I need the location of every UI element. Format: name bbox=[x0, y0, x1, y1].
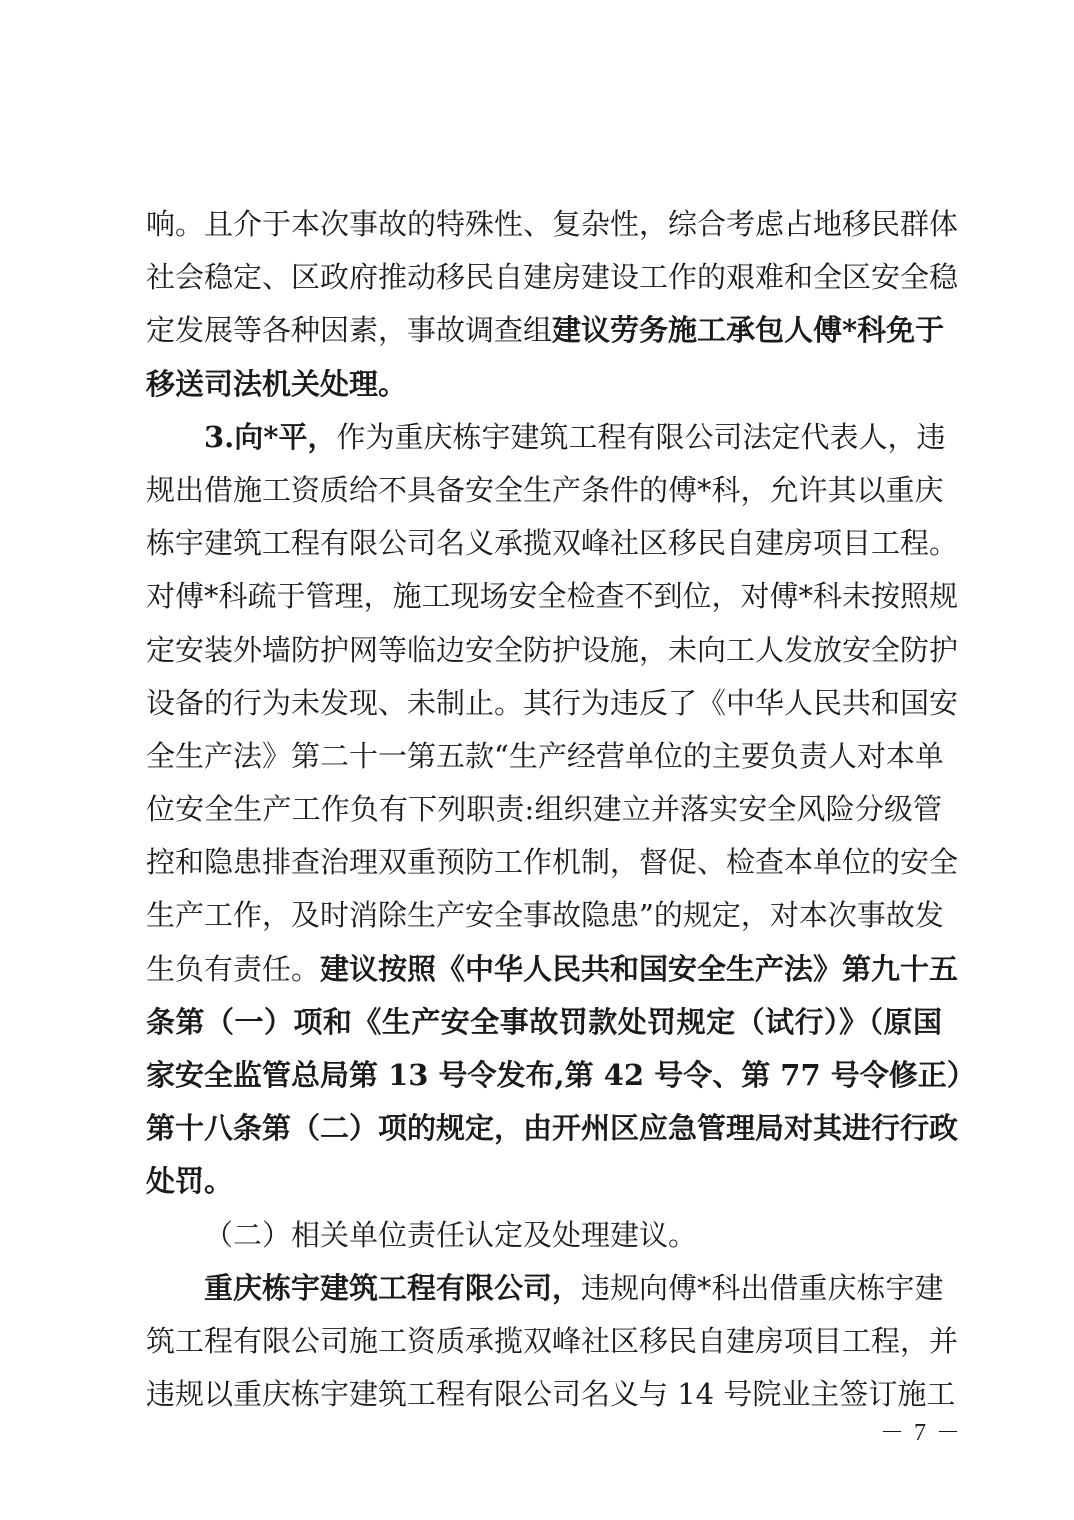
text-line bbox=[146, 836, 959, 889]
text-segment: 栋宇建筑工程有限公司名义承揽双峰社区移民自建房项目工程。 bbox=[146, 526, 959, 561]
text-line bbox=[146, 677, 959, 730]
text-segment: 筑工程有限公司施工资质承揽双峰社区移民自建房项目工程，并 bbox=[146, 1323, 959, 1358]
text-line bbox=[146, 1315, 959, 1368]
text-line bbox=[146, 730, 942, 783]
text-line bbox=[146, 943, 959, 996]
text-line bbox=[146, 1368, 956, 1421]
document-body bbox=[146, 198, 976, 1421]
bold-text-segment: 重庆栋宇建筑工程有限公司， bbox=[204, 1270, 582, 1305]
text-line bbox=[146, 624, 959, 677]
text-segment: 全生产法》第二十一第五款“生产经营单位的主要负责人对本单 bbox=[146, 738, 944, 773]
text-line bbox=[146, 1209, 942, 1262]
text-line bbox=[146, 517, 959, 570]
bold-text-segment: 第十八条第（二）项的规定，由开州区应急管理局对其进行行政 bbox=[146, 1111, 959, 1146]
bold-text-segment: 处罚。 bbox=[146, 1164, 234, 1199]
text-segment: 控和隐患排查治理双重预防工作机制，督促、检查本单位的安全 bbox=[146, 845, 959, 880]
text-segment: 设备的行为未发现、未制止。其行为违反了《中华人民共和国安 bbox=[146, 685, 959, 720]
text-line bbox=[146, 889, 942, 942]
bold-text-segment: 移送司法机关处理。 bbox=[146, 366, 408, 401]
text-segment: 作为重庆栋宇建筑工程有限公司法定代表人，违 bbox=[336, 419, 946, 454]
bold-text-segment: 条第（一）项和《生产安全事故罚款处罚规定（试行）》（原国 bbox=[146, 1004, 942, 1039]
bold-text-segment: 建议劳务施工承包人傅*科免于 bbox=[552, 313, 945, 348]
text-line bbox=[146, 198, 959, 251]
bold-text-segment: 家安全监管总局第 13 号令发布,第 42 号令、第 77 号令修正） bbox=[146, 1058, 976, 1092]
text-segment: 生负有责任。 bbox=[146, 951, 321, 986]
text-line bbox=[146, 1102, 959, 1155]
text-line bbox=[146, 1049, 976, 1102]
text-line bbox=[146, 1155, 942, 1208]
text-line bbox=[146, 358, 942, 411]
text-segment: 定安装外墙防护网等临边安全防护设施，未向工人发放安全防护 bbox=[146, 632, 959, 667]
text-segment: 社会稳定、区政府推动移民自建房建设工作的艰难和全区安全稳 bbox=[146, 260, 959, 295]
text-line bbox=[146, 570, 959, 623]
text-line bbox=[146, 304, 945, 357]
text-line bbox=[146, 783, 942, 836]
bold-text-segment: 建议按照《中华人民共和国安全生产法》第九十五 bbox=[320, 951, 959, 986]
bold-text-segment: 3.向*平， bbox=[204, 419, 337, 454]
text-segment: （二）相关单位责任认定及处理建议。 bbox=[204, 1217, 698, 1252]
text-segment: 响。且介于本次事故的特殊性、复杂性，综合考虑占地移民群体 bbox=[146, 207, 959, 241]
text-line bbox=[146, 464, 942, 517]
text-segment: 违规以重庆栋宇建筑工程有限公司名义与 14 号院业主签订施工 bbox=[146, 1377, 956, 1412]
text-segment: 定发展等各种因素，事故调查组 bbox=[146, 313, 553, 348]
text-segment: 规出借施工资质给不具备安全生产条件的傅*科，允许其以重庆 bbox=[146, 472, 944, 507]
text-segment: 违规向傅*科出借重庆栋宇建 bbox=[581, 1270, 944, 1305]
page-number: － 7 － bbox=[880, 1420, 962, 1446]
text-segment: 对傅*科疏于管理，施工现场安全检查不到位，对傅*科未按照规 bbox=[146, 579, 959, 614]
text-line bbox=[146, 996, 942, 1049]
text-line bbox=[146, 251, 959, 304]
text-line bbox=[146, 411, 946, 464]
text-segment: 位安全生产工作负有下列职责:组织建立并落实安全风险分级管 bbox=[146, 792, 942, 827]
text-line bbox=[146, 1262, 942, 1315]
text-segment: 生产工作，及时消除生产安全事故隐患”的规定，对本次事故发 bbox=[146, 898, 944, 933]
